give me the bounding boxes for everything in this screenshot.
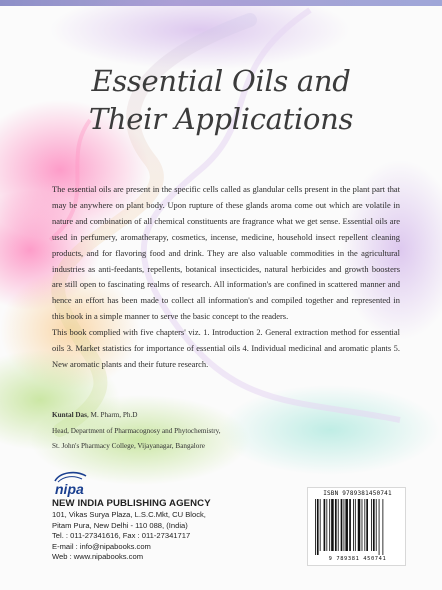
barcode-bar (376, 499, 377, 551)
barcode-bar (366, 499, 368, 551)
barcode-bar (364, 499, 365, 551)
description-paragraph-1: The essential oils are present in the specific cells called as glandular cells present in the plant part that may be anywhere on plant body. Upon rupture of these glands aroma come out which are volatile in nature and combination of all chemical constituents are fragrance what we get sense. Essential oils are used in perfumery, aromatherapy, cosmetics, incense, medicine, household insect repellent cleaning products, and for flavoring food and drink. They are also valuable commodities in the agricultural industries as anti-feedants, repellents, botanical insecticides, natural herbicides and growth boosters are still open to fascinating realms of research. All information's are confined in scattered manner and hence an effort has been made to collect all information's and compiled together and represented in this book in a simple manner to serve the basic concept to the readers. (52, 184, 400, 322)
barcode-bar (317, 499, 319, 555)
description-paragraph-2: This book complied with five chapters' viz. 1. Introduction 2. General extraction method for essential oils 3. Market statistics for importance of essential oils 4. Individual medicinal and aromatic plants 5. New aromatic plants and their future research. (52, 327, 400, 369)
barcode-bar (335, 499, 337, 551)
publisher-web: Web : www.nipabooks.com (52, 552, 144, 562)
barcode-bar (338, 499, 339, 551)
publisher-phone: Tel. : 011-27341616, Fax : 011-27341717 (52, 531, 191, 541)
publisher-name: NEW INDIA PUBLISHING AGENCY (52, 498, 211, 509)
nipa-logo-icon (52, 470, 92, 498)
publisher-info (52, 498, 312, 563)
barcode-bar (362, 499, 363, 551)
author-name: Kuntal Das (52, 411, 87, 419)
publisher-email: E-mail : info@nipabooks.com (52, 541, 151, 551)
author-info (52, 408, 352, 455)
author-degrees: , M. Pharm, Ph.D (86, 411, 138, 419)
barcode-bar (315, 499, 316, 555)
title-line-1: Essential Oils and (91, 64, 351, 98)
barcode-bar (371, 499, 372, 551)
barcode-bar (382, 499, 383, 555)
barcode-bar (331, 499, 334, 551)
barcode-bar (320, 499, 321, 551)
barcode-bar (358, 499, 361, 551)
book-description (52, 182, 400, 373)
book-title (0, 62, 442, 138)
author-institution: St. John's Pharmacy College, Vijayanagar, Bangalore (52, 442, 205, 450)
barcode-bar (341, 499, 343, 551)
barcode-digits: 9 789381 450741 (328, 556, 387, 562)
barcode-bar (329, 499, 330, 551)
barcode-bars (314, 499, 401, 555)
barcode-bar (379, 499, 380, 555)
barcode-bar (349, 499, 351, 551)
isbn-label: ISBN 9789381450741 (323, 490, 392, 497)
author-name-line (52, 408, 352, 424)
barcode-bar (326, 499, 327, 551)
isbn-barcode (307, 487, 406, 566)
barcode-bar (344, 499, 345, 551)
title-line-2: Their Applications (88, 102, 354, 136)
barcode-bar (345, 499, 348, 551)
publisher-address-2: Pitam Pura, New Delhi - 110 088, (India) (52, 520, 188, 530)
barcode-bar (373, 499, 375, 551)
logo-text: nipa (55, 481, 84, 497)
barcode-bar (355, 499, 356, 551)
barcode-bar (353, 499, 354, 551)
publisher-address-1: 101, Vikas Surya Plaza, L.S.C.Mkt, CU Block, (52, 510, 206, 519)
author-position: Head, Department of Pharmacognosy and Phytochemistry, (52, 426, 221, 435)
barcode-bar (324, 499, 326, 551)
